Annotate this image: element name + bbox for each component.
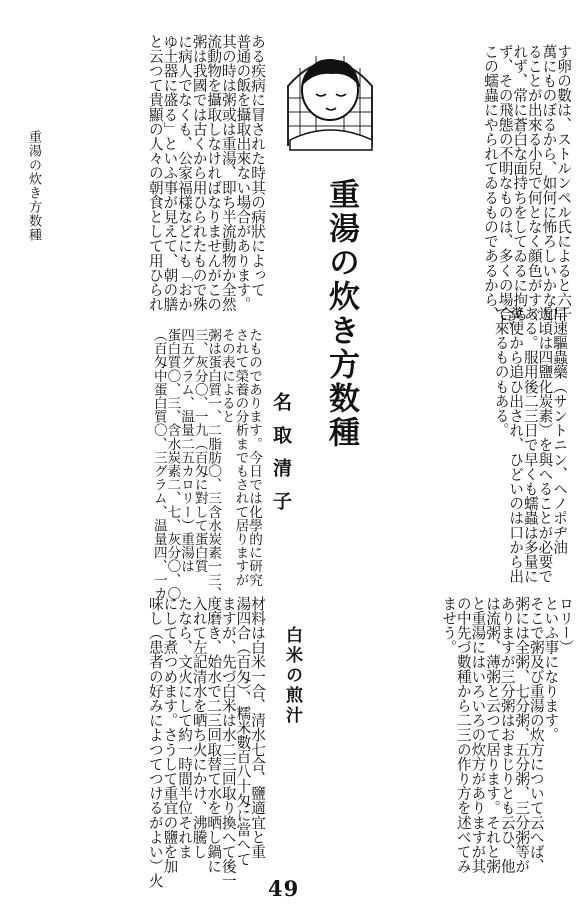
article-title: 重湯の炊き方数種 <box>323 178 359 450</box>
paragraph-line: 早速驅蟲藥（サントニン、ヘノポヂ油 <box>551 306 568 555</box>
paragraph-line: ることが出來る小兒で何となく顔色がすぐ <box>525 44 543 322</box>
lower-right-text-block <box>310 596 574 874</box>
upper-middle-text-block <box>400 306 568 584</box>
paragraph-line: れず、常に蒼白な面持ちをしてゐるに拘ら <box>511 44 529 322</box>
paragraph-line: 四五グラム、温量二五カロリー）重湯は <box>178 328 195 573</box>
running-head: 重湯の炊き方数種 <box>26 130 41 242</box>
paragraph-line: 三、灰分〇、一九（百匁に對して蛋白質 <box>191 328 208 573</box>
paragraph-line: そこで粥及び重湯の炊方について云へば、 <box>527 596 545 874</box>
paragraph-line: ませう。 <box>440 596 458 655</box>
paragraph-line: 流動物を攝取しなければなりませんがこの <box>205 34 223 312</box>
paragraph-line: 入れて左記清水を晒ち火にかけ、沸騰し <box>190 596 208 859</box>
paragraph-line: 近頃は四鹽化炭素）を與へることが必要で <box>536 306 554 584</box>
paragraph-line: 萬にものぼるから、如何に怖ろしいかな知 <box>540 44 558 322</box>
paragraph-line: 粥は蛋白質一、二脂肪〇、三含水炭素一三、 <box>205 328 222 600</box>
paragraph-line: 其の時は粥或は重湯、即ち半流動物か全然 <box>219 34 237 312</box>
paragraph-line: 普通の飯を攝取出來ない場合があります。 <box>234 34 252 312</box>
upper-left-text-block <box>58 34 264 334</box>
paragraph-line: 度磨き、始水で二三回取替て水を晒し鍋に <box>205 596 223 874</box>
paragraph-line: 粥には全粥、七分粥、五分粥、三分粥等が <box>513 596 531 874</box>
nutrition-text-block <box>60 328 262 600</box>
paragraph-line: ロリー） <box>557 596 574 655</box>
author-name: 名取清子 <box>270 392 292 524</box>
sleeping-child-illustration <box>280 28 380 150</box>
paragraph-line: 粥は我國では古くから用ひられたもので殊 <box>190 34 208 312</box>
paragraph-line: その表によると <box>218 328 235 424</box>
paragraph-line: 味し（患者の好みによつてつけるがよい）火 <box>146 596 164 888</box>
paragraph-line: この蠕蟲にやられてゐるものであるから、 <box>482 44 500 322</box>
paragraph-line: 糞便から追ひ出され、ひどいのは口から出 <box>507 306 525 584</box>
paragraph-line: 材料は白米一合、清水七合、鹽適宜と重 <box>249 596 266 859</box>
paragraph-line: ある疾病に冒された時其の病狀によって <box>249 34 266 297</box>
paragraph-line: に病人でなくも、公家福樣などにも「おか <box>176 34 194 312</box>
paragraph-line: は流粥、薄粥と云つて居ります。それと粥 <box>484 596 502 874</box>
paragraph-line: たなら、文火にして約一時間半位それま <box>176 596 194 859</box>
paragraph-line: ありますが三分粥はおまじりとも云ひ、他 <box>498 596 516 874</box>
section-heading: 白米の煎汁 <box>282 626 302 726</box>
paragraph-line: 湯四合（百匁）、糯米數百八十匁に當へて <box>234 596 252 867</box>
paragraph-line: の中先づ數種から二三の作り方を述べてみ <box>454 596 472 874</box>
paragraph-line: ますが、先づ白米は水二三回取り換へて後一 <box>219 596 237 888</box>
paragraph-line: と重湯にはいろいろの炊方がありますが其 <box>469 596 487 874</box>
paragraph-line: て來るものもある。 <box>492 306 510 438</box>
recipe-text-block <box>58 596 266 888</box>
upper-right-text-block <box>380 44 572 336</box>
paragraph-line: 蛋白質〇、三、含水炭素二、七、灰分〇、〇 <box>164 328 181 600</box>
paragraph-line: す卵の數は、ストルンペル氏によると六千 <box>555 44 572 322</box>
paragraph-line: にして煮つめます。さうして重宜の鹽を加 <box>161 596 179 874</box>
paragraph-line: ゆ土器に盛る」といふ事が見えて、朝の膳 <box>161 34 179 312</box>
paragraph-line: ある。服用後二三日で早くも蠕蟲は多量に <box>521 306 539 584</box>
paragraph-line: ず、その飛態の不明なものは、多くの場合、 <box>496 44 514 336</box>
paragraph-line: たものであります。今日では化學的に研究 <box>246 328 262 587</box>
paragraph-line: されて榮養の分析までもされて居りますが <box>232 328 249 587</box>
page-number: 49 <box>268 876 300 901</box>
paragraph-line: と云つて貴顯の人々の朝食として用ひられ <box>146 34 164 312</box>
paragraph-line: （百匁中蛋白質〇、三グラム、温量四、一カ <box>150 328 167 600</box>
paragraph-line: といふ事になります。 <box>542 596 560 742</box>
